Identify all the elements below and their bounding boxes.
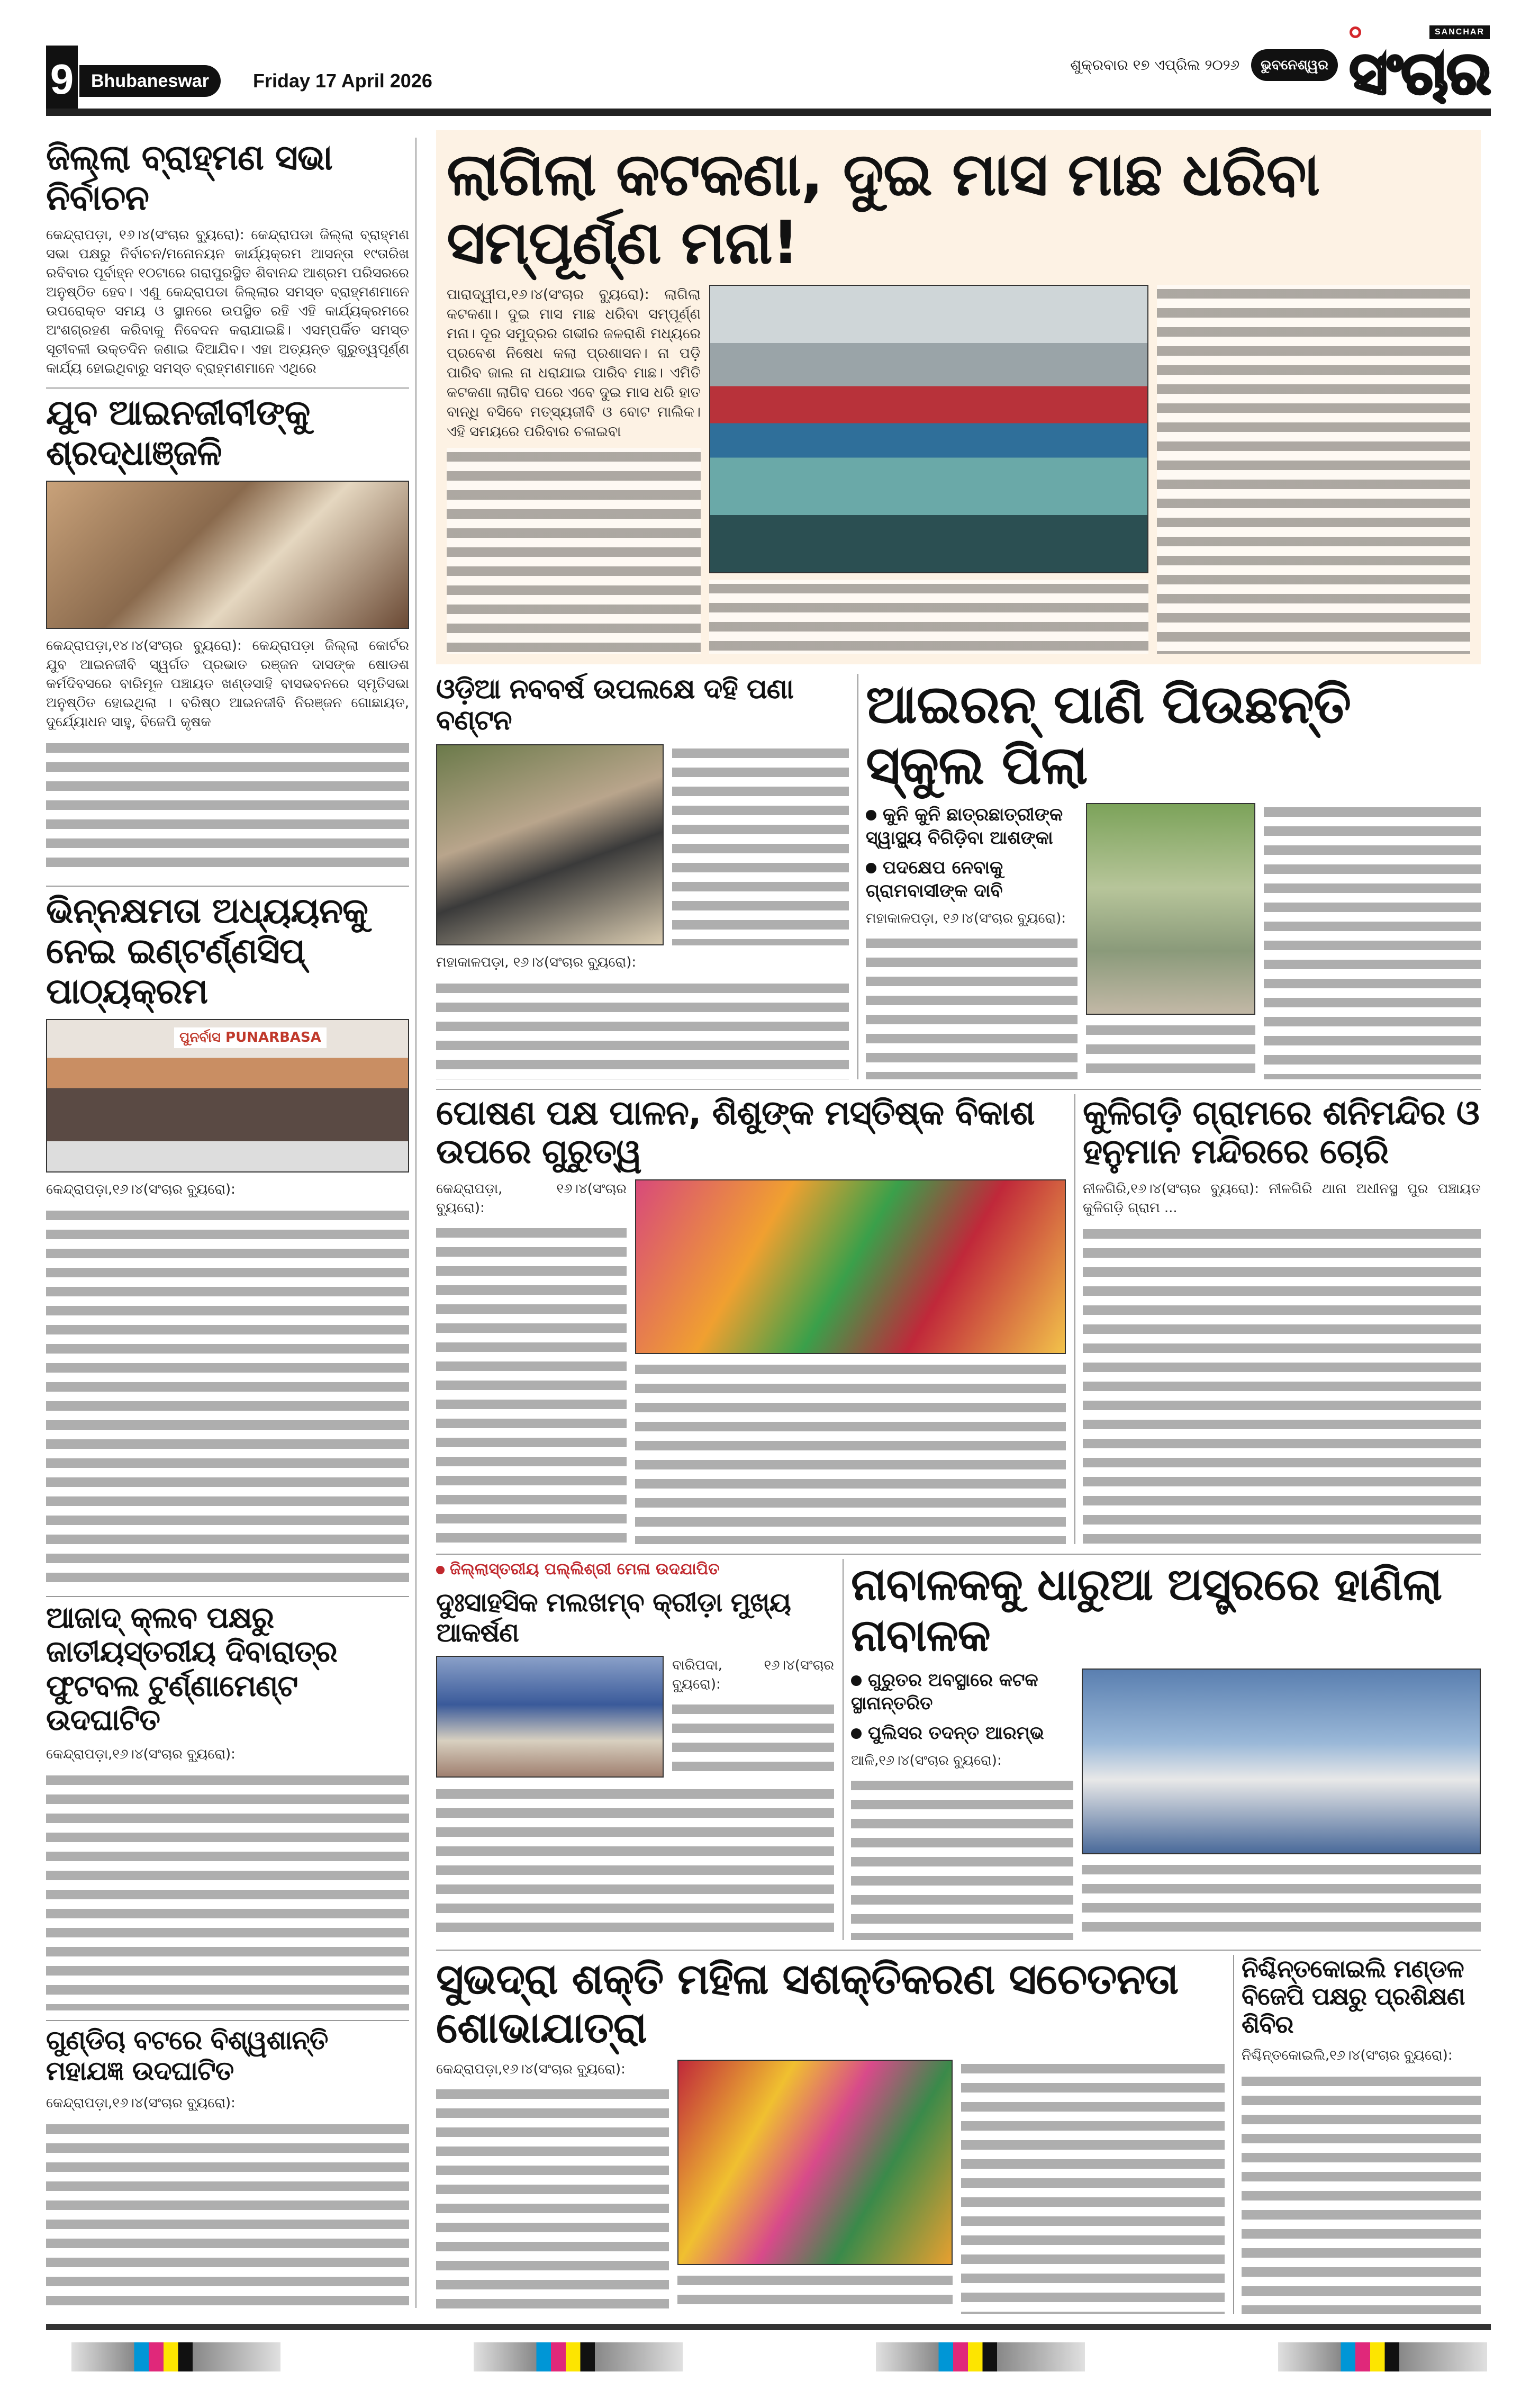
article-internship bbox=[46, 886, 409, 1586]
article-body-continued bbox=[46, 1771, 409, 2010]
page-number: 9 bbox=[46, 46, 78, 113]
masthead-logo-english: SANCHAR bbox=[1429, 25, 1490, 39]
article-body: କେନ୍ଦ୍ରାପଡ଼ା,୧୬।୪(ସଂଚାର ବ୍ୟୁରୋ): bbox=[436, 2061, 626, 2077]
article-body-continued bbox=[1242, 2072, 1481, 2314]
masthead bbox=[1350, 25, 1490, 105]
color-registration-bar bbox=[474, 2342, 683, 2371]
photo-water-tank bbox=[1086, 803, 1255, 1015]
bullet-point bbox=[866, 803, 1078, 850]
headline: ସୁଭଦ୍ରା ଶକ୍ତି ମହିଳା ସଶକ୍ତିକରଣ ସଚେତନତା ଶୋଭାଯାତ୍ରା bbox=[436, 1954, 1179, 2052]
color-registration-bar bbox=[1278, 2342, 1487, 2371]
headline: କୁଳିଗଡ଼ି ଗ୍ରାମରେ ଶନିମନ୍ଦିର ଓ ହନୁମାନ ମନ୍ଦିରରେ ଚୋରି bbox=[1083, 1093, 1479, 1172]
photo-dahi-pana-distribution bbox=[436, 744, 664, 945]
article-body: କେନ୍ଦ୍ରାପଡ଼ା,୧୪।୪(ସଂଚାର ବ୍ୟୁରୋ): କେନ୍ଦ୍ରାପଡ଼ା ଜିଲ୍ଲା କୋର୍ଟର ଯୁବ ଆଇନଜୀବି ସ୍ୱର୍ଗତ ପ୍ରଭାତ ରଞ୍ଜନ ଦାସଙ୍କ ଷୋଡଶ କର୍ମଦିବସରେ ବାରିମୂଳ ପଞ୍ଚାୟତ ଖଣ୍ଡସାହି ବାସଭବନରେ ସ୍ମୃତିସଭା ଅନୁଷ୍ଠିତ ହୋଇଥିଲା । ବରିଷ୍ଠ ଆଇନଜୀବି ନିରଞ୍ଜନ ଗୋଛାୟତ, ଦୁର୍ଯ୍ୟୋଧନ ସାହୁ, ବିଜେପି କୃଷକ bbox=[46, 637, 409, 730]
kicker bbox=[436, 1559, 834, 1580]
photo-internship-event bbox=[46, 1019, 409, 1173]
article-body-continued bbox=[672, 744, 849, 945]
article-azad-football bbox=[46, 1596, 409, 2011]
row-4 bbox=[436, 1554, 1481, 1940]
kicker-text: ଜିଲ୍ଲାସ୍ତରୀୟ ପଲ୍ଲିଶ୍ରୀ ମେଳା ଉଦଯାପିତ bbox=[450, 1559, 720, 1579]
article-body: ବାରିପଦା, ୧୬।୪(ସଂଚାର ବ୍ୟୁରୋ): bbox=[672, 1657, 834, 1692]
article-body: ନୀଳଗିରି,୧୬।୪(ସଂଚାର ବ୍ୟୁରୋ): ନୀଳଗିରି ଥାନା ଅଧୀନସ୍ଥ ପୁର ପଞ୍ଚାୟତ କୁଳିଗଡ଼ି ଗ୍ରାମ ... bbox=[1083, 1180, 1481, 1216]
article-subhadra-rally bbox=[436, 1955, 1225, 2314]
article-brahmin-election bbox=[46, 138, 409, 378]
bullet-text: କୁନି କୁନି ଛାତ୍ରଛାତ୍ରୀଙ୍କ ସ୍ୱାସ୍ଥ୍ୟ ବିଗିଡ଼ିବା ଆଶଙ୍କା bbox=[866, 804, 1063, 849]
headline: ଯୁବ ଆଇନଜୀବୀଙ୍କୁ ଶ୍ରଦ୍ଧାଞ୍ଜଳି bbox=[46, 392, 310, 473]
article-body-continued bbox=[436, 2085, 669, 2314]
article-dahi-pana bbox=[436, 674, 849, 1079]
header-rule bbox=[46, 109, 1491, 116]
article-body-continued bbox=[672, 1700, 834, 1778]
article-body: କେନ୍ଦ୍ରାପଡ଼ା, ୧୬।୪(ସଂଚାର ବ୍ୟୁରୋ): କେନ୍ଦ୍ରାପଡା ଜିଲ୍ଲା ବ୍ରାହ୍ମଣ ସଭା ପକ୍ଷରୁ ନିର୍ବାଚନ/ମନୋନୟନ କାର୍ଯ୍ୟକ୍ରମ ଆସନ୍ତା ୧୯ତାରିଖ ରବିବାର ପୂର୍ବାହ୍ନ ୧୦ଟାରେ ଗରାପୁରସ୍ଥିତ ଶିବାନନ୍ଦ ଆଶ୍ରମ ପରିସରରେ ଅନୁଷ୍ଠିତ ହେବ। ଏଣୁ କେନ୍ଦ୍ରାପଡା ଜିଲ୍ଲାର ସମସ୍ତ ବ୍ରାହ୍ମଣମାନେ ଉପରୋକ୍ତ ସମୟ ଓ ସ୍ଥାନରେ ଉପସ୍ଥିତ ରହି ଏହି କାର୍ଯ୍ୟକ୍ରମରେ ଅଂଶଗ୍ରହଣ କରିବାକୁ ନିବେଦନ କରାଯାଇଛି। ଏସମ୍ପର୍କିତ ସମସ୍ତ ସୂଚୀବଳୀ ଉକ୍ତଦିନ ଜଣାଇ ଦିଆଯିବ। ଏହା ଅତ୍ୟନ୍ତ ଗୁରୁତ୍ୱପୂର୍ଣ୍ଣ କାର୍ଯ୍ୟ ହୋଇଥିବାରୁ ସମସ୍ତ ବ୍ରାହ୍ମଣମାନେ ଏଥିରେ bbox=[46, 227, 409, 376]
footer-rule bbox=[46, 2324, 1491, 2330]
photo-mallakhamb bbox=[436, 1656, 664, 1778]
lead-body-continued bbox=[447, 448, 701, 654]
photo-subhadra-rally bbox=[677, 2060, 953, 2265]
article-body-continued bbox=[1082, 1861, 1481, 1940]
lead-body-continued bbox=[709, 580, 1148, 654]
article-body-continued bbox=[46, 2120, 409, 2308]
photo-memorial-meeting bbox=[46, 481, 409, 629]
headline: ଆଇରନ୍ ପାଣି ପିଉଛନ୍ତି ସ୍କୁଲ ପିଲା bbox=[866, 673, 1351, 796]
color-registration-bar bbox=[71, 2342, 280, 2371]
lead-headline: ଲାଗିଲା କଟକଣା, ଦୁଇ ମାସ ମାଛ ଧରିବା ସମ୍ପୂର୍ଣ୍ଣ ମନା! bbox=[447, 140, 1320, 277]
headline: ନିଶ୍ଚିନ୍ତକୋଇଲି ମଣ୍ଡଳ ବିଜେପି ପକ୍ଷରୁ ପ୍ରଶିକ୍ଷଣ ଶିବିର bbox=[1242, 1954, 1465, 2039]
article-body-continued bbox=[436, 1785, 834, 1940]
article-body-continued bbox=[1083, 1225, 1481, 1544]
headline: ଦୁଃସାହସିକ ମଲଖମ୍ବ କ୍ରୀଡ଼ା ମୁଖ୍ୟ ଆକର୍ଷଣ bbox=[436, 1586, 791, 1648]
edition-date: Friday 17 April 2026 bbox=[253, 70, 432, 92]
headline: ଭିନ୍ନକ୍ଷମତା ଅଧ୍ୟୟନକୁ ନେଇ ଇଣ୍ଟର୍ଣ୍ଣସିପ୍ ପାଠ୍ୟକ୍ରମ bbox=[46, 890, 368, 1012]
article-body: ନିଶ୍ଚିନ୍ତକୋଇଲି,୧୬।୪(ସଂଚାର ବ୍ୟୁରୋ): bbox=[1242, 2048, 1453, 2064]
row-5 bbox=[436, 1950, 1481, 2314]
article-iron-water bbox=[857, 674, 1481, 1079]
article-body-continued bbox=[436, 1224, 627, 1544]
left-column bbox=[46, 138, 417, 2308]
bullet-text: ପଦକ୍ଷେପ ନେବାକୁ ଗ୍ରାମବାସୀଙ୍କ ଦାବି bbox=[866, 856, 1003, 901]
article-bjp-training bbox=[1233, 1955, 1481, 2314]
article-body: କେନ୍ଦ୍ରାପଡ଼ା,୧୬।୪(ସଂଚାର ବ୍ୟୁରୋ): bbox=[46, 1182, 236, 1198]
odia-date: ଶୁକ୍ରବାର ୧୭ ଏପ୍ରିଲ ୨୦୨୬ bbox=[1070, 56, 1240, 74]
photo-banner-text: ପୁନର୍ବାସ PUNARBASA bbox=[174, 1027, 327, 1048]
article-body-continued bbox=[436, 979, 849, 1079]
article-body: ମହାକାଳପଡ଼ା, ୧୬।୪(ସଂଚାର ବ୍ୟୁରୋ): bbox=[866, 910, 1066, 926]
bullet-text: ପୁଲିସର ତଦନ୍ତ ଆରମ୍ଭ bbox=[868, 1722, 1044, 1744]
color-registration-bar bbox=[876, 2342, 1085, 2371]
edition-city: Bhubaneswar bbox=[79, 65, 221, 97]
header-right-group bbox=[1070, 21, 1490, 109]
headline: ପୋଷଣ ପକ୍ଷ ପାଳନ, ଶିଶୁଙ୍କ ମସ୍ତିଷ୍କ ବିକାଶ ଉପରେ ଗୁରୁତ୍ୱ bbox=[436, 1093, 1035, 1172]
headline: ଆଜାଦ୍ କ୍ଲବ ପକ୍ଷରୁ ଜାତୀୟସ୍ତରୀୟ ଦିବାରାତ୍ର ଫୁଟବଲ ଟୁର୍ଣ୍ଣାମେଣ୍ଟ ଉଦଘାଟିତ bbox=[46, 1600, 337, 1738]
article-body-continued bbox=[1264, 803, 1481, 1079]
row-2 bbox=[436, 674, 1481, 1079]
masthead-logo: ସଂଚାର bbox=[1349, 39, 1490, 107]
article-body-continued bbox=[677, 2271, 953, 2314]
article-mallakhamb bbox=[436, 1559, 834, 1940]
headline: ଗୁଣ୍ଡିଚା ବଟରେ ବିଶ୍ୱଶାନ୍ତି ମହାଯଜ୍ଞ ଉଦଘାଟିତ bbox=[46, 2025, 328, 2086]
article-minor-attack bbox=[843, 1559, 1481, 1940]
logo-dot-icon bbox=[1350, 26, 1361, 38]
main-area bbox=[436, 130, 1481, 2314]
row-3 bbox=[436, 1089, 1481, 1544]
headline: ନାବାଳକକୁ ଧାରୁଆ ଅସ୍ତ୍ରରେ ହାଣିଲା ନାବାଳକ bbox=[851, 1558, 1442, 1662]
headline: ଓଡ଼ିଆ ନବବର୍ଷ ଉପଲକ୍ଷେ ଦହି ପଣା ବଣ୍ଟନ bbox=[436, 673, 793, 737]
headline: ଜିଲ୍ଲା ବ୍ରାହ୍ମଣ ସଭା ନିର୍ବାଚନ bbox=[46, 137, 332, 218]
article-kuligadi-theft bbox=[1074, 1094, 1481, 1544]
odia-city: ଭୁବନେଶ୍ୱର bbox=[1251, 49, 1338, 81]
article-body-continued bbox=[46, 739, 409, 877]
bullet-point bbox=[866, 856, 1078, 903]
photo-fishing-boats bbox=[709, 285, 1148, 573]
photo-hospital bbox=[1082, 1669, 1481, 1854]
article-body: କେନ୍ଦ୍ରାପଡ଼ା, ୧୬।୪(ସଂଚାର ବ୍ୟୁରୋ): bbox=[436, 1180, 627, 1216]
bullet-point bbox=[851, 1721, 1073, 1745]
bullet-text: ଗୁରୁତର ଅବସ୍ଥାରେ କଟକ ସ୍ଥାନାନ୍ତରିତ bbox=[851, 1669, 1038, 1714]
article-body-continued bbox=[851, 1776, 1073, 1940]
lead-body-continued bbox=[1157, 285, 1470, 654]
photo-women-rally bbox=[635, 1179, 1066, 1354]
lead-body: ପାରାଦ୍ୱୀପ,୧୬।୪(ସଂଚାର ବ୍ୟୁରୋ): ଲାଗିଲା କଟକଣା। ଦୁଇ ମାସ ମାଛ ଧରିବା ସମ୍ପୂର୍ଣ୍ଣ ମନା। ଦୂର ସମୁଦ୍ରର ଗଭୀର ଜଳରାଶି ମଧ୍ୟରେ ପ୍ରବେଶ ନିଷେଧ କଲା ପ୍ରଶାସନ। ନା ପଡ଼ି ପାରିବ ଜାଲ ନା ଧରାଯାଇ ପାରିବ ମାଛ। ଏମିତି କଟକଣା ଲାଗିବ ପରେ ଏବେ ଦୁଇ ମାସ ଧରି ହାତ ବାନ୍ଧି ବସିବେ ମତ୍ସ୍ୟଜୀବି ଓ ବୋଟ ମାଲିକ। ଏହି ସମୟରେ ପରିବାର ଚଳାଇବା bbox=[447, 286, 701, 440]
article-gundicha-yajna bbox=[46, 2020, 409, 2308]
article-body: ମହାକାଳପଡ଼ା, ୧୬।୪(ସଂଚାର ବ୍ୟୁରୋ): bbox=[436, 954, 637, 971]
article-body-continued bbox=[866, 934, 1078, 1079]
lead-story bbox=[436, 130, 1481, 664]
article-body: କେନ୍ଦ୍ରାପଡ଼ା,୧୬।୪(ସଂଚାର ବ୍ୟୁରୋ): bbox=[46, 2095, 236, 2112]
article-lawyer-tribute bbox=[46, 387, 409, 877]
article-poshana-pakhya bbox=[436, 1094, 1066, 1544]
article-body-continued bbox=[46, 1206, 409, 1586]
article-body: କେନ୍ଦ୍ରାପଡ଼ା,୧୬।୪(ସଂଚାର ବ୍ୟୁରୋ): bbox=[46, 1746, 236, 1763]
article-body-continued bbox=[1086, 1021, 1255, 1079]
bullet-point bbox=[851, 1669, 1073, 1715]
article-body: ଆଳି,୧୬।୪(ସଂଚାର ବ୍ୟୁରୋ): bbox=[851, 1752, 1002, 1769]
article-body-continued bbox=[635, 1360, 1066, 1544]
article-body-continued bbox=[961, 2060, 1225, 2314]
